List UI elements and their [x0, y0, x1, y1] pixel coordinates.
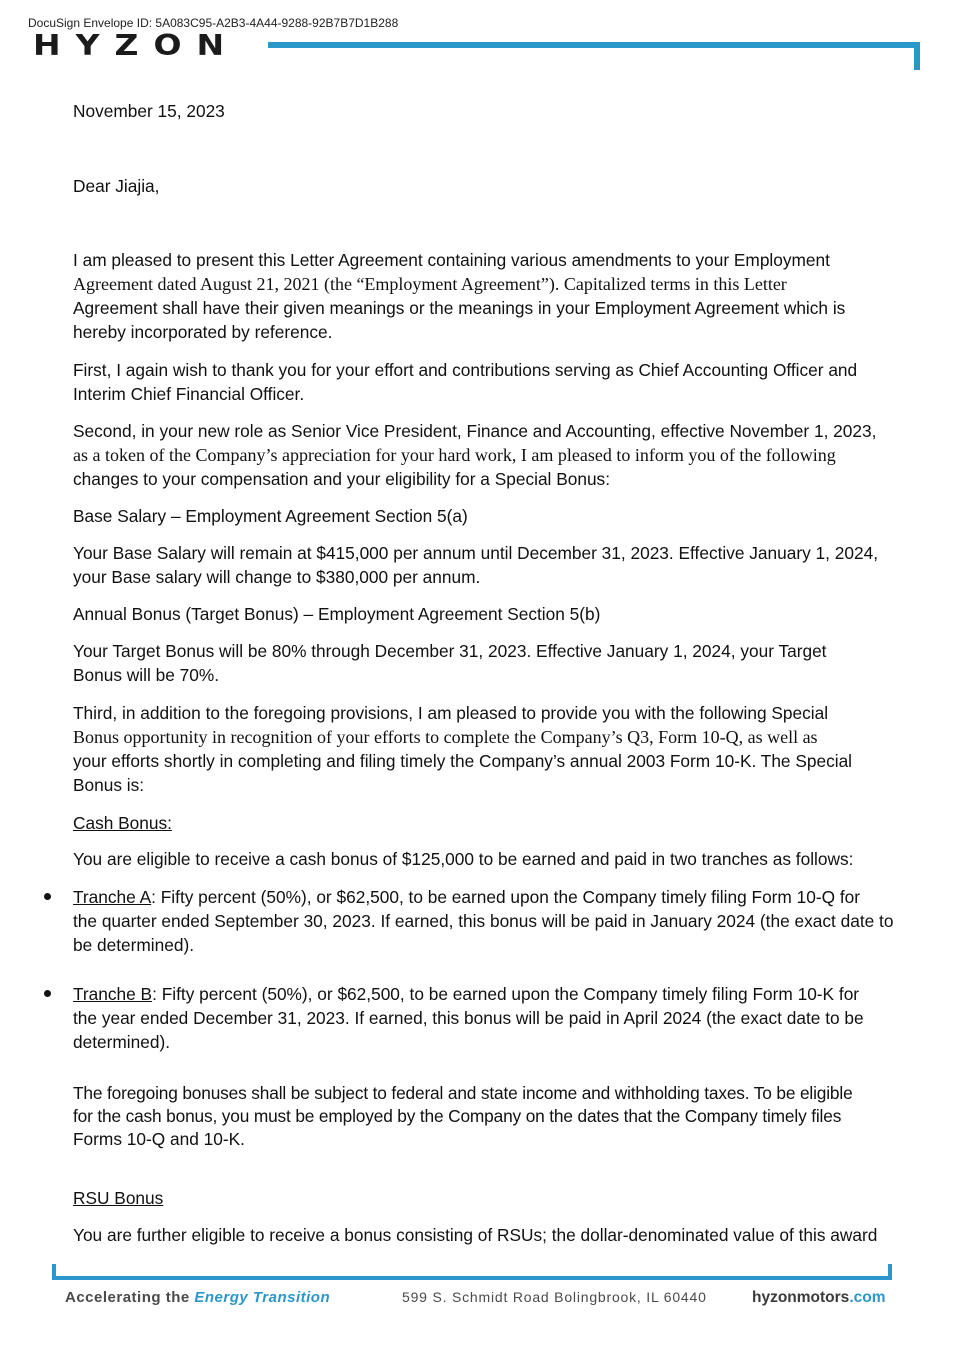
- annual-bonus-line: Your Target Bonus will be 80% through December 31, 2023. Effective January 1, 2024, your Target: [73, 641, 827, 661]
- second-line: changes to your compensation and your eligibility for a Special Bonus:: [73, 469, 610, 489]
- tranche-b-label: Tranche B: [73, 984, 153, 1004]
- docusign-envelope-id: DocuSign Envelope ID: 5A083C95-A2B3-4A44-9288-92B7B7D1B288: [28, 16, 399, 30]
- annual-bonus-line: Bonus will be 70%.: [73, 665, 220, 685]
- base-salary-line: your Base salary will change to $380,000 per annum.: [73, 567, 481, 587]
- intro-line: hereby incorporated by reference.: [73, 322, 333, 342]
- taxes-line: Forms 10-Q and 10-K.: [73, 1129, 245, 1149]
- cash-bonus-heading: Cash Bonus:: [73, 813, 172, 833]
- hyzon-logo: HYZON: [33, 28, 240, 62]
- third-line: Third, in addition to the foregoing provisions, I am pleased to provide you with the following Special: [73, 703, 829, 723]
- base-salary-line: Your Base Salary will remain at $415,000 per annum until December 31, 2023. Effective January 1, 2024,: [73, 543, 879, 563]
- footer-rule: [52, 1276, 892, 1280]
- tranche-b-line: determined).: [73, 1032, 171, 1052]
- footer-rule-tick-right: [888, 1264, 892, 1280]
- footer-site-main: hyzonmotors: [752, 1289, 850, 1306]
- base-salary-heading: Base Salary – Employment Agreement Section 5(a): [73, 506, 468, 526]
- taxes-line: for the cash bonus, you must be employed by the Company on the dates that the Company timely files: [73, 1106, 842, 1126]
- footer-website: [752, 1289, 886, 1307]
- first-line: Interim Chief Financial Officer.: [73, 384, 305, 404]
- header-rule: [268, 42, 920, 48]
- tranche-a-label: Tranche A: [73, 887, 152, 907]
- bullet-icon: [44, 893, 51, 900]
- intro-line: I am pleased to present this Letter Agreement containing various amendments to your Employment: [73, 250, 830, 270]
- tranche-a-line: the quarter ended September 30, 2023. If earned, this bonus will be paid in January 2024 (the exact date to: [73, 911, 894, 931]
- footer-tagline-prefix: Accelerating the: [65, 1289, 195, 1306]
- tranche-b-text: : Fifty percent (50%), or $62,500, to be earned upon the Company timely filing Form 10-K for: [152, 984, 860, 1004]
- footer-tagline-highlight: Energy Transition: [194, 1289, 331, 1306]
- first-line: First, I again wish to thank you for your effort and contributions serving as Chief Accounting Officer and: [73, 360, 858, 380]
- tranche-a-line: [73, 885, 911, 909]
- tranche-a-line: be determined).: [73, 935, 195, 955]
- second-line: as a token of the Company’s appreciation for your hard work, I am pleased to inform you of the following: [73, 445, 836, 465]
- rsu-line: You are further eligible to receive a bonus consisting of RSUs; the dollar-denominated value of this award: [73, 1225, 878, 1245]
- rsu-heading: RSU Bonus: [73, 1188, 164, 1208]
- annual-bonus-heading: Annual Bonus (Target Bonus) – Employment Agreement Section 5(b): [73, 604, 601, 624]
- third-line: Bonus is:: [73, 775, 145, 795]
- tranche-b-line: the year ended December 31, 2023. If earned, this bonus will be paid in April 2024 (the exact date to be: [73, 1008, 864, 1028]
- bullet-icon: [44, 990, 51, 997]
- footer-site-tld: .com: [849, 1289, 886, 1306]
- cash-bonus-intro: You are eligible to receive a cash bonus of $125,000 to be earned and paid in two tranches as follows:: [73, 849, 854, 869]
- footer-tagline: [65, 1289, 330, 1306]
- third-line: Bonus opportunity in recognition of your efforts to complete the Company’s Q3, Form 10-Q, as well as: [73, 727, 818, 747]
- salutation: Dear Jiajia,: [73, 176, 160, 196]
- second-line: Second, in your new role as Senior Vice President, Finance and Accounting, effective November 1, 2023,: [73, 421, 877, 441]
- taxes-line: The foregoing bonuses shall be subject to federal and state income and withholding taxes. To be eligible: [73, 1083, 853, 1103]
- footer-rule-tick-left: [52, 1264, 56, 1280]
- header-rule-tick: [914, 42, 920, 70]
- intro-line: Agreement shall have their given meanings or the meanings in your Employment Agreement which is: [73, 298, 846, 318]
- tranche-a-text: : Fifty percent (50%), or $62,500, to be earned upon the Company timely filing Form 10-Q for: [151, 887, 861, 907]
- third-line: your efforts shortly in completing and filing timely the Company’s annual 2003 Form 10-K. The Special: [73, 751, 853, 771]
- intro-line: Agreement dated August 21, 2021 (the “Employment Agreement”). Capitalized terms in this Letter: [73, 274, 787, 294]
- tranche-b-line: [73, 982, 911, 1006]
- footer-address: 599 S. Schmidt Road Bolingbrook, IL 60440: [402, 1289, 707, 1305]
- letter-date: November 15, 2023: [73, 101, 225, 121]
